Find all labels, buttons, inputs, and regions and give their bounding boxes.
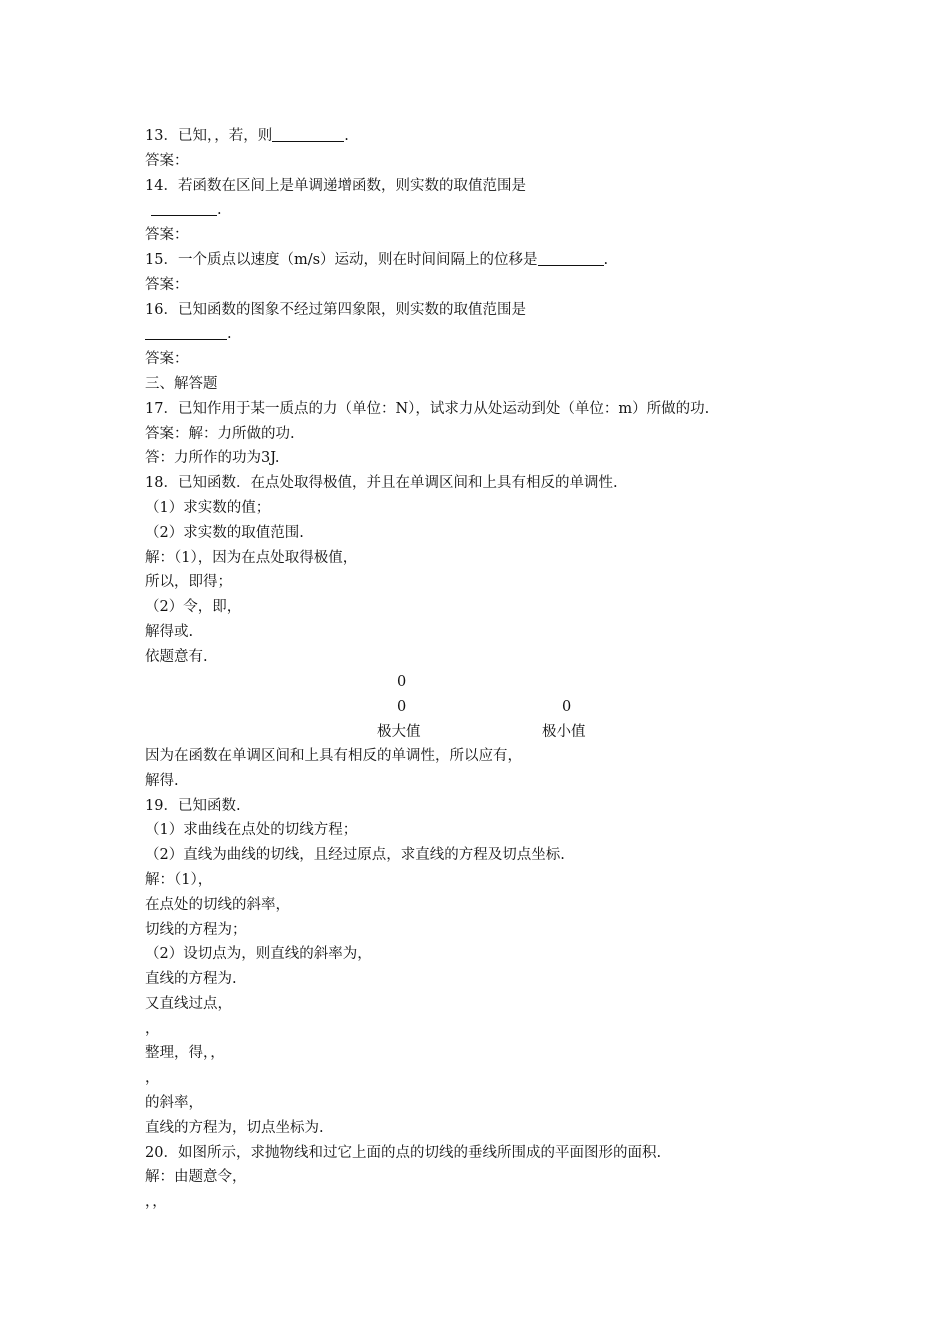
line-text: ，， <box>145 1194 167 1211</box>
line-text: 直线的方程为. <box>145 971 237 988</box>
text-line <box>145 248 825 273</box>
answer-blank <box>145 323 227 340</box>
line-text: 13．已知，，若，则 <box>145 128 273 144</box>
text-line <box>145 1091 825 1116</box>
text-line <box>145 223 825 248</box>
text-line <box>145 719 825 744</box>
answer-blank <box>151 199 217 216</box>
line-text: ， <box>145 1070 160 1087</box>
line-text: 依题意有. <box>145 648 208 665</box>
line-text: （1）求曲线在点处的切线方程； <box>145 822 358 839</box>
answer-blank <box>538 249 604 266</box>
text-line <box>145 322 825 347</box>
text-line <box>145 124 825 149</box>
line-text: 20．如图所示，求抛物线和过它上面的点的切线的垂线所围成的平面图形的面积. <box>145 1144 662 1161</box>
line-text: 解：（1），因为在点处取得极值， <box>145 549 358 566</box>
line-text: （1）求实数的值； <box>145 499 271 516</box>
line-text: 解得. <box>145 772 179 789</box>
text-line <box>145 546 825 571</box>
line-text: 答案： <box>145 152 189 169</box>
text-line <box>145 893 825 918</box>
line-text: 16．已知函数的图象不经过第四象限，则实数的取值范围是 <box>145 301 526 318</box>
line-punctuation: . <box>227 326 232 343</box>
line-punctuation: . <box>344 128 349 144</box>
line-text: 14．若函数在区间上是单调递增函数，则实数的取值范围是 <box>145 177 526 194</box>
table-cell-r1c1: 0 <box>397 674 407 690</box>
line-text: 答案： <box>145 351 189 368</box>
line-text: 解：（1）， <box>145 871 213 888</box>
text-line <box>145 347 825 372</box>
text-line <box>145 1041 825 1066</box>
line-text: 答：力所作的功为3J. <box>145 450 280 467</box>
table-cell-r2c2: 0 <box>562 699 572 715</box>
text-line <box>145 620 825 645</box>
line-text: 所以，即得； <box>145 574 232 591</box>
line-punctuation: . <box>603 251 609 268</box>
text-line <box>145 149 825 174</box>
text-line <box>145 918 825 943</box>
text-line <box>145 198 825 223</box>
line-text: 17．已知作用于某一质点的力（单位：N），试求力从处运动到处（单位：m）所做的功. <box>145 400 710 417</box>
line-text: 答案： <box>145 227 189 244</box>
text-line <box>145 570 825 595</box>
text-line <box>145 298 825 323</box>
text-line <box>145 1116 825 1141</box>
text-line <box>145 744 825 769</box>
line-text: 三、解答题 <box>145 375 218 392</box>
text-line <box>145 694 825 719</box>
line-text: 直线的方程为，切点坐标为. <box>145 1119 324 1136</box>
line-text: 解得或. <box>145 623 194 640</box>
text-line <box>145 521 825 546</box>
line-text: （2）求实数的取值范围. <box>145 524 304 541</box>
line-text: ， <box>145 1020 160 1037</box>
line-text: 整理，得，， <box>145 1045 225 1062</box>
line-text: 又直线过点， <box>145 995 232 1012</box>
line-text: 15．一个质点以速度（m/s）运动，则在时间间隔上的位移是 <box>145 251 538 268</box>
text-line <box>145 273 825 298</box>
text-line <box>145 670 825 695</box>
text-line <box>145 372 825 397</box>
line-text: 解：由题意令， <box>145 1169 247 1186</box>
line-text: 在点处的切线的斜率， <box>145 896 290 913</box>
line-text: （2）令，即， <box>145 599 242 616</box>
text-line <box>145 818 825 843</box>
text-line <box>145 1066 825 1091</box>
text-line <box>145 471 825 496</box>
line-text: 切线的方程为； <box>145 921 247 938</box>
text-line <box>145 992 825 1017</box>
text-line <box>145 496 825 521</box>
line-text: （2）直线为曲线的切线，且经过原点，求直线的方程及切点坐标. <box>145 847 565 864</box>
text-line <box>145 769 825 794</box>
table-cell-r3c2: 极小值 <box>542 724 586 740</box>
text-line <box>145 446 825 471</box>
text-line <box>145 1141 825 1166</box>
text-line <box>145 843 825 868</box>
text-line <box>145 1165 825 1190</box>
line-text: 的斜率， <box>145 1095 203 1112</box>
text-line <box>145 422 825 447</box>
text-line <box>145 967 825 992</box>
line-text: 19．已知函数. <box>145 797 241 814</box>
text-line <box>145 868 825 893</box>
line-punctuation: . <box>217 202 222 219</box>
text-line <box>145 645 825 670</box>
text-line <box>145 942 825 967</box>
table-cell-r3c1: 极大值 <box>377 724 421 740</box>
text-line <box>145 397 825 422</box>
text-line <box>145 174 825 199</box>
line-text: （2）设切点为，则直线的斜率为， <box>145 946 372 963</box>
text-line <box>145 1190 825 1215</box>
answer-blank <box>272 125 344 142</box>
text-line <box>145 794 825 819</box>
text-line <box>145 1017 825 1042</box>
line-text: 因为在函数在单调区间和上具有相反的单调性，所以应有， <box>145 747 522 764</box>
text-line <box>145 595 825 620</box>
line-text: 答案： <box>145 276 189 293</box>
table-cell-r2c1: 0 <box>397 699 407 715</box>
document-body <box>145 124 825 1215</box>
line-text: 答案：解：力所做的功. <box>145 425 295 442</box>
line-text: 18．已知函数．在点处取得极值，并且在单调区间和上具有相反的单调性. <box>145 475 618 492</box>
